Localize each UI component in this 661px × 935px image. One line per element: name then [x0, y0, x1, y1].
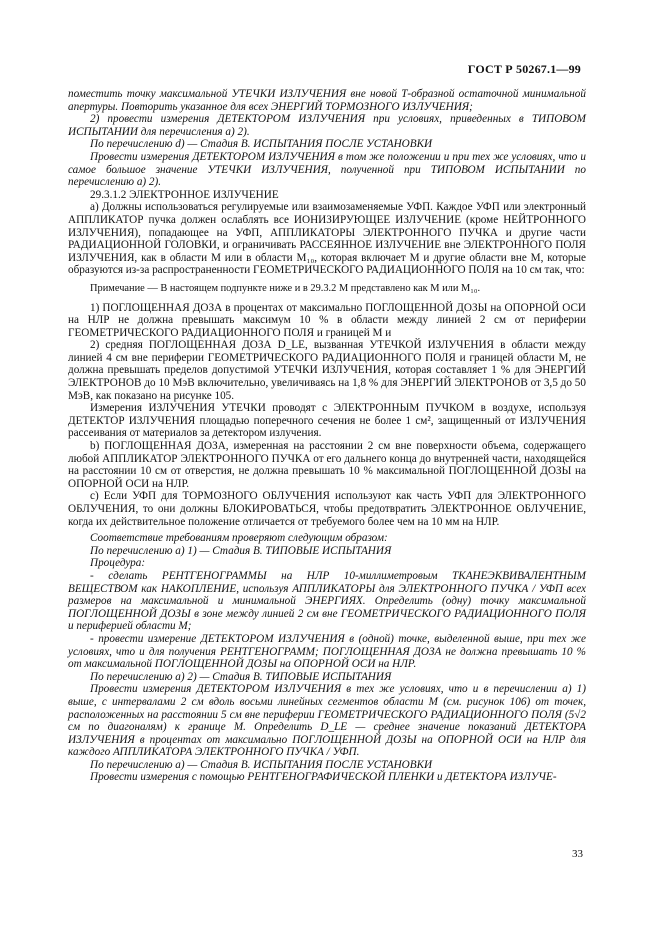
paragraph: с) Если УФП для ТОРМОЗНОГО ОБЛУЧЕНИЯ используют как часть УФП для ЭЛЕКТРОННОГО ОБЛУЧЕНИЯ, то они должны БЛОКИРОВАТЬСЯ, чтобы предотвратить ЭЛЕКТРОННОЕ ОБЛУЧЕНИЕ, когда их действительное положение отличается от требуемого более чем на 10 мм на НЛР.: [68, 490, 586, 528]
page-number: 33: [572, 848, 583, 860]
paragraph: Провести измерения с помощью РЕНТГЕНОГРАФИЧЕСКОЙ ПЛЕНКИ и ДЕТЕКТОРА ИЗЛУЧЕ-: [90, 771, 557, 784]
paragraph: Измерения ИЗЛУЧЕНИЯ УТЕЧКИ проводят с ЭЛЕКТРОННЫМ ПУЧКОМ в воздухе, используя ДЕТЕКТОР ИЗЛУЧЕНИЯ площадью поперечного сечения не более 1 см², защищенный от ИЗЛУЧЕНИЯ рассеивания от материалов за детектором излучения.: [68, 402, 586, 440]
paragraph: По перечислению а) 1) — Стадия В. ТИПОВЫЕ ИСПЫТАНИЯ: [90, 544, 392, 557]
paragraph: Примечание — В настоящем подпункте ниже и в 29.3.2 М представлено как М или М₁₀.: [90, 282, 481, 294]
paragraph: - провести измерение ДЕТЕКТОРОМ ИЗЛУЧЕНИЯ в (одной) точке, выделенной выше, при тех же условиях, что и для получения РЕНТГЕНОГРАММ; ПОГЛОЩЕННАЯ ДОЗА не должна превышать 10 % от максимальной ПОГЛОЩЕННОЙ ДОЗЫ на ОПОРНОЙ ОСИ на НЛР.: [68, 632, 586, 671]
paragraph: Провести измерения ДЕТЕКТОРОМ ИЗЛУЧЕНИЯ в том же положении и при тех же условиях, что и самое большое значение УТЕЧКИ ИЗЛУЧЕНИЯ, полученной при ТИПОВОМ ИСПЫТАНИИ по перечислению а) 2).: [68, 150, 586, 189]
paragraph: b) ПОГЛОЩЕННАЯ ДОЗА, измеренная на расстоянии 2 см вне поверхности объема, содержащего любой АППЛИКАТОР ЭЛЕКТРОННОГО ПУЧКА от его дальнего конца до внутренней части, находящейся на расстоянии 10 см от отверстия, не должна превышать 10 % максимальной ПОГЛОЩЕННОЙ ДОЗЫ на ОПОРНОЙ ОСИ на НЛР.: [68, 440, 586, 490]
paragraph: - сделать РЕНТГЕНОГРАММЫ на НЛР 10-миллиметровым ТКАНЕЭКВИВАЛЕНТНЫМ ВЕЩЕСТВОМ как НАКОПЛЕНИЕ, используя АППЛИКАТОРЫ для ЭЛЕКТРОННОГО ПУЧКА / УФП всех размеров на максимальной и минимальной ЭНЕРГИЯХ. Определить (одну) точку максимальной ПОГЛОЩЕННОЙ ДОЗЫ в зоне между линией 2 см вне ГЕОМЕТРИЧЕСКОГО РАДИАЦИОННОГО ПОЛЯ и периферией области М;: [68, 569, 586, 633]
paragraph: Процедура:: [90, 557, 146, 570]
document-body: [68, 88, 586, 784]
paragraph: Провести измерения ДЕТЕКТОРОМ ИЗЛУЧЕНИЯ в тех же условиях, что и в перечислении а) 1) выше, с интервалами 2 см вдоль восьми линейных сегментов области М (см. рисунок 106) от точек, расположенных на расстоянии 5 см вне периферии ГЕОМЕТРИЧЕСКОГО РАДИАЦИОННОГО ПОЛЯ (5√2 см по диагоналям) к границе М. Определить D_LE — среднее значение показаний ДЕТЕКТОРА ИЗЛУЧЕНИЯ в процентах от максимально ПОГЛОЩЕННОЙ ДОЗЫ на ОПОРНОЙ ОСИ на НЛР для каждого АППЛИКАТОРА ЭЛЕКТРОННОГО ПУЧКА / УФП.: [68, 683, 586, 759]
paragraph: Соответствие требованиям проверяют следующим образом:: [90, 532, 388, 545]
paragraph: поместить точку максимальной УТЕЧКИ ИЗЛУЧЕНИЯ вне новой Т-образной остаточной минимальной апертуры. Повторить указанное для всех ЭНЕРГИЙ ТОРМОЗНОГО ИЗЛУЧЕНИЯ;: [68, 88, 586, 113]
paragraph: По перечислению а) 2) — Стадия В. ТИПОВЫЕ ИСПЫТАНИЯ: [90, 670, 392, 683]
document-header: ГОСТ Р 50267.1—99: [467, 62, 581, 76]
paragraph: По перечислению а) — Стадия В. ИСПЫТАНИЯ ПОСЛЕ УСТАНОВКИ: [90, 758, 433, 771]
paragraph: 2) средняя ПОГЛОЩЕННАЯ ДОЗА D_LE, вызванная УТЕЧКОЙ ИЗЛУЧЕНИЯ в области между линией 4 см вне периферии ГЕОМЕТРИЧЕСКОГО РАДИАЦИОННОГО ПОЛЯ и границей области М, не должна превышать пределов допустимой УТЕЧКИ ИЗЛУЧЕНИЯ, которая составляет 1 % для ЭНЕРГИЙ ЭЛЕКТРОНОВ до 10 МэВ включительно, увеличиваясь на 1,8 % для ЭНЕРГИЙ ЭЛЕКТРОНОВ от 3,5 до 50 МэВ, как показано на рисунке 105.: [68, 339, 586, 402]
paragraph: 1) ПОГЛОЩЕННАЯ ДОЗА в процентах от максимально ПОГЛОЩЕННОЙ ДОЗЫ на ОПОРНОЙ ОСИ на НЛР не должна превышать максимум 10 % в области между линией 2 см от периферии ГЕОМЕТРИЧЕСКОГО РАДИАЦИОННОГО ПОЛЯ и границей М и: [68, 301, 586, 339]
paragraph: По перечислению d) — Стадия В. ИСПЫТАНИЯ ПОСЛЕ УСТАНОВКИ: [90, 138, 433, 151]
paragraph: 29.3.1.2 ЭЛЕКТРОННОЕ ИЗЛУЧЕНИЕ: [90, 188, 279, 201]
paragraph: 2) провести измерения ДЕТЕКТОРОМ ИЗЛУЧЕНИЯ при условиях, приведенных в ТИПОВОМ ИСПЫТАНИИ для перечисления а) 2).: [68, 113, 586, 138]
paragraph: а) Должны использоваться регулируемые или взаимозаменяемые УФП. Каждое УФП или электронный АППЛИКАТОР пучка должен ослаблять все ИОНИЗИРУЮЩЕЕ ИЗЛУЧЕНИЕ (кроме НЕЙТРОННОГО ИЗЛУЧЕНИЯ), попадающее на УФП, АППЛИКАТОРЫ ЭЛЕКТРОННОГО ПУЧКА и другие части РАДИАЦИОННОЙ ГОЛОВКИ, и ограничивать РАССЕЯННОЕ ИЗЛУЧЕНИЕ вне ЭЛЕКТРОННОГО ПОЛЯ ИЗЛУЧЕНИЯ, как в области М или в области М₁₀, которая включает М и другие области вне М, которые образуются из-за распространенности ГЕОМЕТРИЧЕСКОГО РАДИАЦИОННОГО ПОЛЯ на 10 см так, что:: [68, 201, 586, 277]
